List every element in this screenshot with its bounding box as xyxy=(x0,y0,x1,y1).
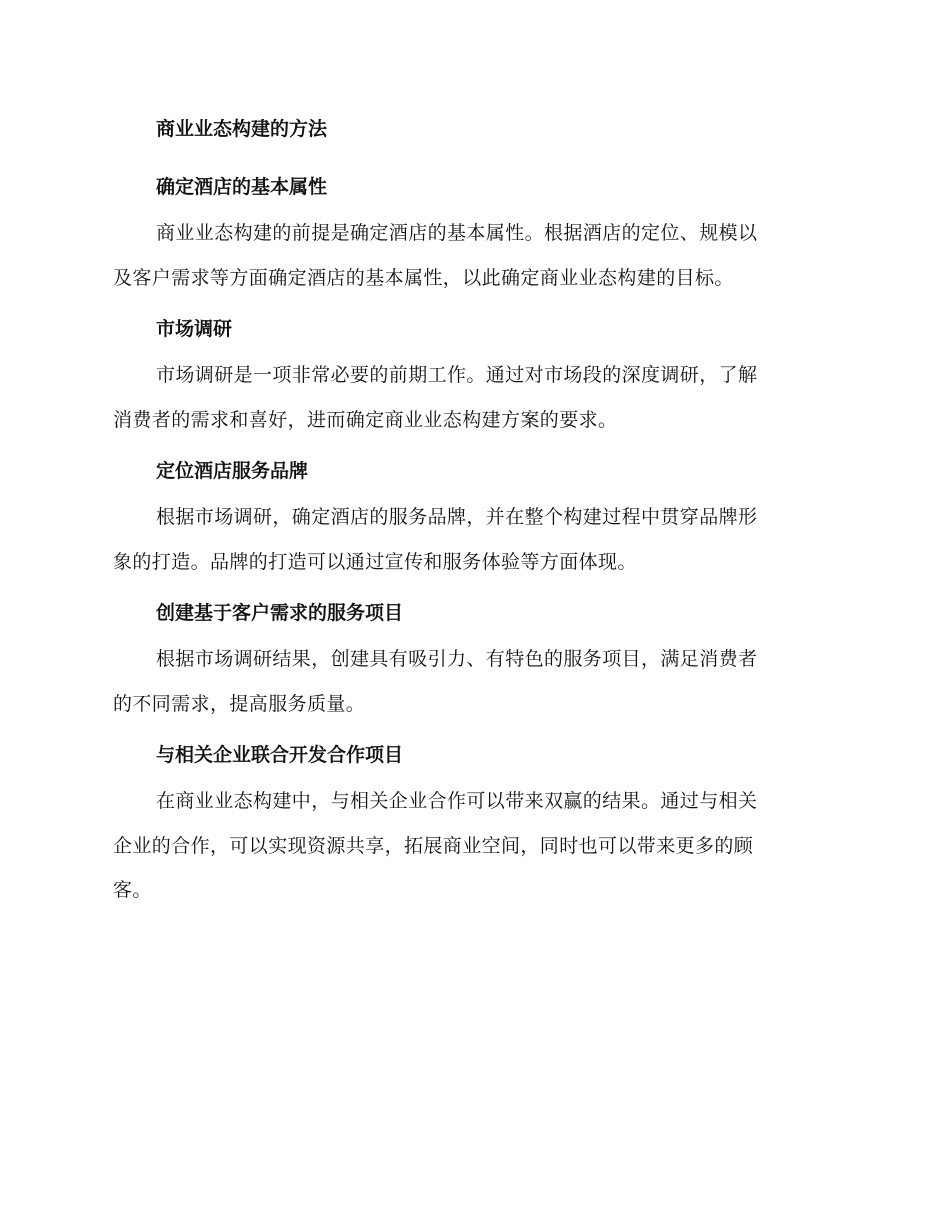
paragraph-line: 象的打造。品牌的打造可以通过宣传和服务体验等方面体现。 xyxy=(113,550,637,573)
paragraph-line: 根据市场调研，确定酒店的服务品牌，并在整个构建过程中贯穿品牌形 xyxy=(156,506,758,528)
section-paragraph xyxy=(113,211,831,300)
paragraph-line: 消费者的需求和喜好，进而确定商业业态构建方案的要求。 xyxy=(113,408,618,431)
section-heading: 定位酒店服务品牌 xyxy=(156,460,309,482)
section-heading: 创建基于客户需求的服务项目 xyxy=(156,602,404,624)
section-paragraph xyxy=(113,353,831,442)
section-heading: 与相关企业联合开发合作项目 xyxy=(156,744,404,766)
paragraph-line: 企业的合作，可以实现资源共享，拓展商业空间，同时也可以带来更多的顾 xyxy=(113,834,754,857)
section-paragraph xyxy=(113,779,831,913)
section-heading: 市场调研 xyxy=(156,318,233,340)
paragraph-line: 根据市场调研结果，创建具有吸引力、有特色的服务项目，满足消费者 xyxy=(156,648,758,670)
document-body xyxy=(113,112,831,913)
document-title: 商业业态构建的方法 xyxy=(156,118,328,140)
paragraph-line: 的不同需求，提高服务质量。 xyxy=(113,692,366,715)
paragraph-line: 市场调研是一项非常必要的前期工作。通过对市场段的深度调研，了解 xyxy=(156,364,758,386)
paragraph-line: 在商业业态构建中，与相关企业合作可以带来双赢的结果。通过与相关 xyxy=(156,790,758,812)
section-paragraph xyxy=(113,637,831,726)
paragraph-line: 及客户需求等方面确定酒店的基本属性，以此确定商业业态构建的目标。 xyxy=(113,266,734,289)
section-paragraph xyxy=(113,495,831,584)
section-heading: 确定酒店的基本属性 xyxy=(156,176,328,198)
paragraph-line: 客。 xyxy=(113,879,152,901)
paragraph-line: 商业业态构建的前提是确定酒店的基本属性。根据酒店的定位、规模以 xyxy=(156,222,758,244)
